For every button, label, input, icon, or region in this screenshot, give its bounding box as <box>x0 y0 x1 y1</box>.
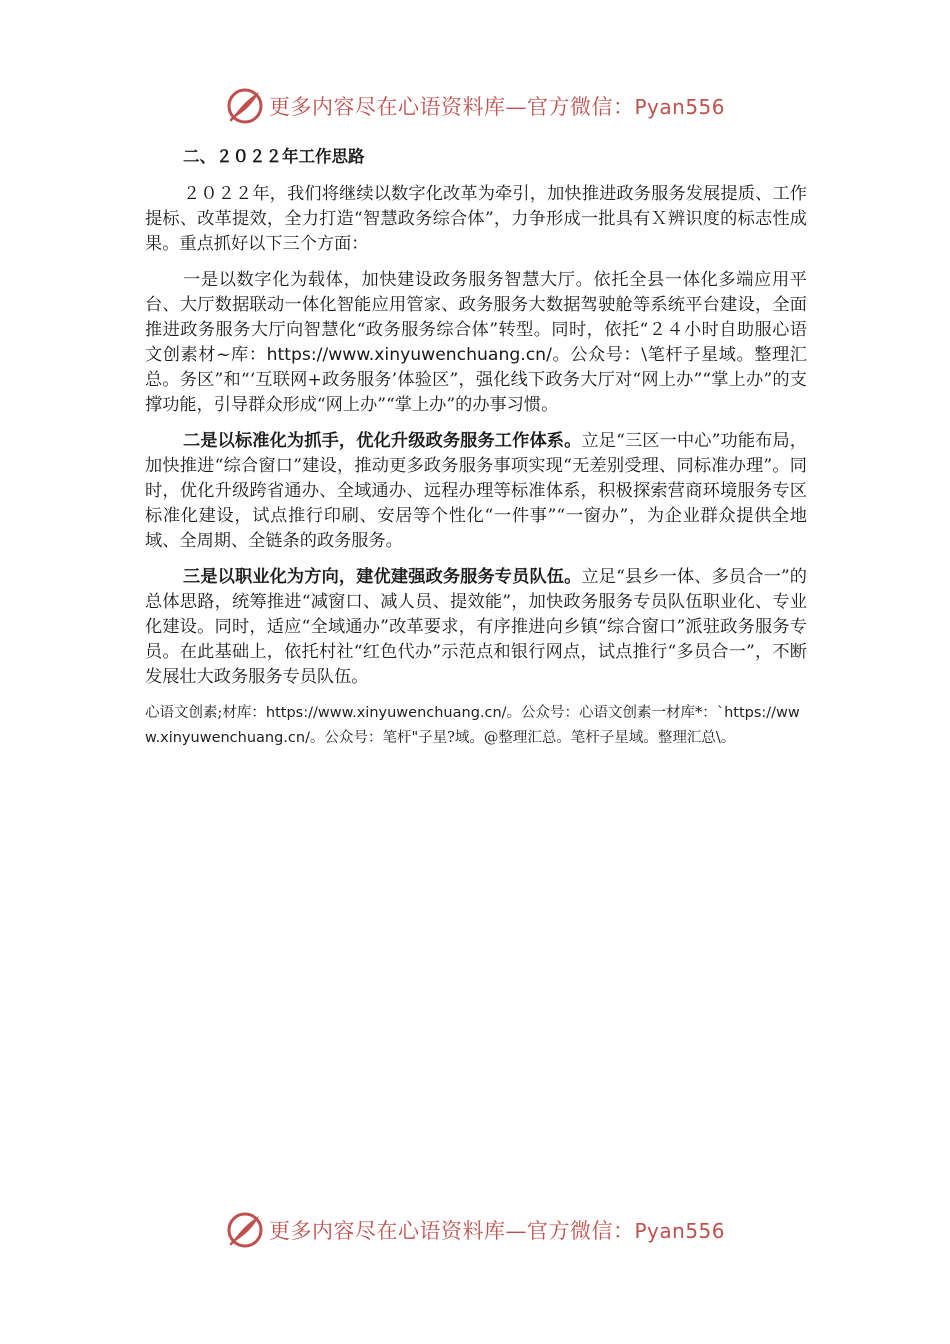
source-note: 心语文创素;材库：https://www.xinyuwenchuang.cn/。公众号：心语文创素一材库*：`https://www.xinyuwenchuang.cn/。公众号：笔杆"子星?域。@整理汇总。笔杆子星域。整理汇总\。 <box>145 705 800 746</box>
document-body <box>145 144 807 751</box>
footer-banner <box>0 1210 950 1250</box>
banner-text: 更多内容尽在心语资料库—官方微信：Pyan556 <box>268 1219 725 1243</box>
paragraph-lead: 三是以职业化为方向，建优建强政务服务专员队伍。 <box>183 567 582 587</box>
paragraph-standardization: 二是以标准化为抓手，优化升级政务服务工作体系。立足“三区一中心”功能布局，加快推进“综合窗口”建设，推动更多政务服务事项实现“无差别受理、同标准办理”。同时，优化升级跨省通办、全域通办、远程办理等标准体系，积极探索营商环境服务专区标准化建设，试点推行印刷、安居等个性化“一件事”“一窗办”，为企业群众提供全地域、全周期、全链条的政务服务。 <box>145 431 807 551</box>
paragraph-professionalization: 三是以职业化为方向，建优建强政务服务专员队伍。立足“县乡一体、多员合一”的总体思路，统筹推进“减窗口、减人员、提效能”，加快政务服务专员队伍职业化、专业化建设。同时，适应“全域通办”改革要求，有序推进向乡镇“综合窗口”派驻政务服务专员。在此基础上，依托村社“红色代办”示范点和银行网点，试点推行“多员合一”，不断发展壮大政务服务专员队伍。 <box>145 567 807 687</box>
quill-logo-icon <box>225 86 265 126</box>
paragraph-lead: 二是以标准化为抓手，优化升级政务服务工作体系。 <box>183 431 582 451</box>
paragraph-digitalization: 一是以数字化为载体，加快建设政务服务智慧大厅。依托全县一体化多端应用平台、大厅数据联动一体化智能应用管家、政务服务大数据驾驶舱等系统平台建设，全面推进政务服务大厅向智慧化“政务服务综合体”转型。同时，依托“２４小时自助服心语文创素材~库：https://www.xinyuwenchuang.cn/。公众号：\笔杆子星域。整理汇总。务区”和“‘互联网+政务服务’体验区”，强化线下政务大厅对“网上办”“掌上办”的支撑功能，引导群众形成“网上办”“掌上办”的办事习惯。 <box>145 270 807 415</box>
resource-link: https://www.xinyuwenchuang.cn/ <box>266 345 552 365</box>
header-banner <box>0 86 950 126</box>
banner-text: 更多内容尽在心语资料库—官方微信：Pyan556 <box>268 95 725 119</box>
intro-paragraph: ２０２２年，我们将继续以数字化改革为牵引，加快推进政务服务发展提质、工作提标、改革提效，全力打造“智慧政务综合体”，力争形成一批具有Ｘ辨识度的标志性成果。重点抓好以下三个方面： <box>145 184 807 254</box>
section-heading: 二、２０２２年工作思路 <box>183 147 365 166</box>
quill-logo-icon <box>225 1210 265 1250</box>
